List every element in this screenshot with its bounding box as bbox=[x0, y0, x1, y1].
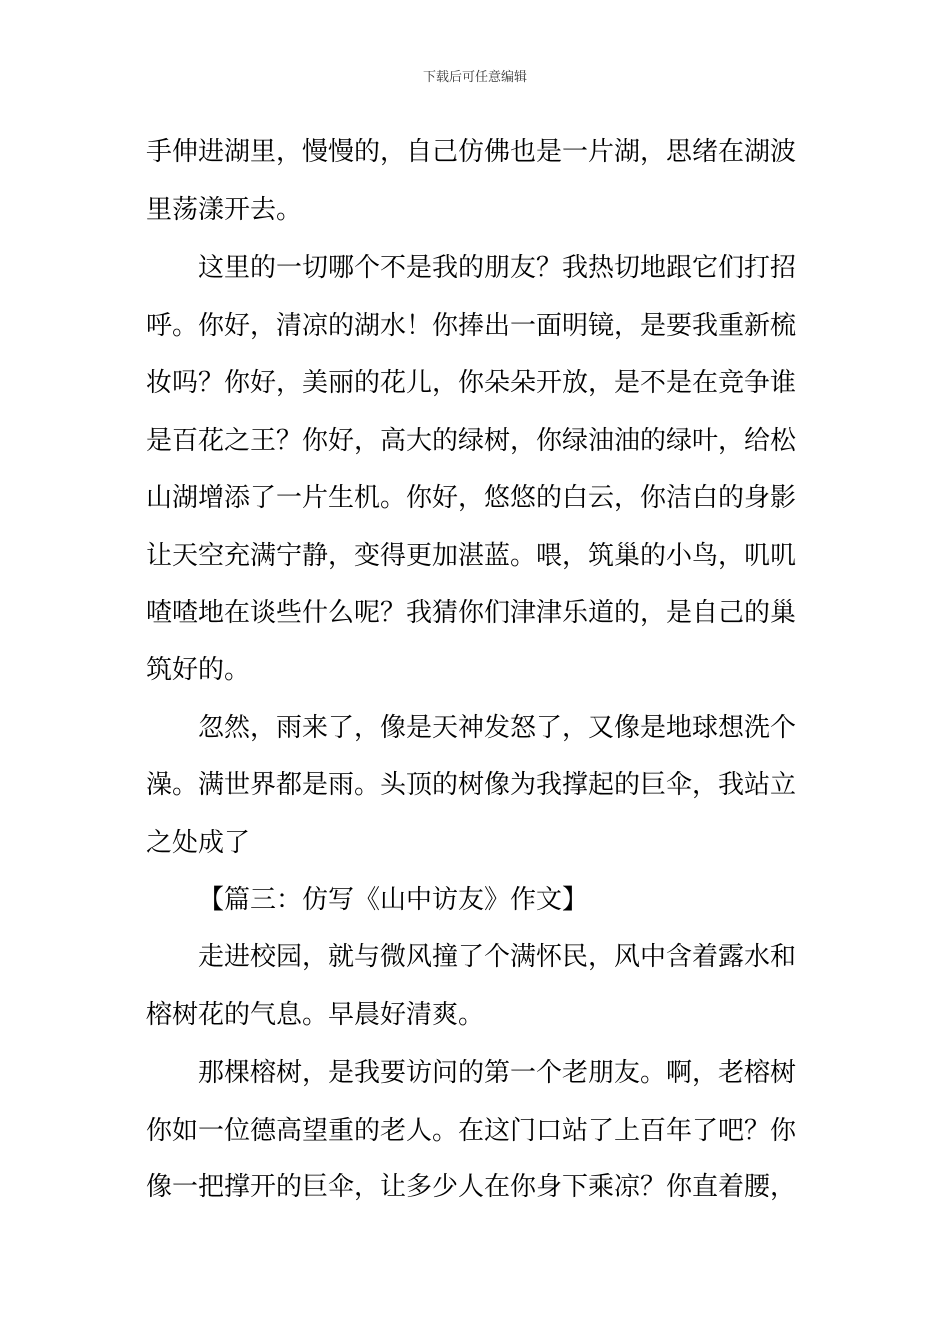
text-line: 你如一位德高望重的老人。在这门口站了上百年了吧？你 bbox=[146, 1116, 797, 1146]
text-line: 妆吗？你好，美丽的花儿，你朵朵开放，是不是在竞争谁 bbox=[146, 368, 797, 398]
text-line: 之处成了 bbox=[146, 828, 251, 858]
text-line: 里荡漾开去。 bbox=[146, 195, 303, 225]
text-line: 手伸进湖里，慢慢的，自己仿佛也是一片湖，思绪在湖波 bbox=[146, 137, 797, 167]
page-header: 下载后可任意编辑 bbox=[422, 70, 527, 85]
paragraph-first-line: 忽然，雨来了，像是天神发怒了，又像是地球想洗个 bbox=[198, 713, 797, 743]
paragraph-first-line: 走进校园，就与微风撞了个满怀民，风中含着露水和 bbox=[198, 942, 797, 972]
text-line: 山湖增添了一片生机。你好，悠悠的白云，你洁白的身影 bbox=[146, 483, 797, 513]
text-line: 澡。满世界都是雨。头顶的树像为我撑起的巨伞，我站立 bbox=[146, 770, 797, 800]
text-line: 榕树花的气息。早晨好清爽。 bbox=[146, 1000, 485, 1030]
text-line: 让天空充满宁静，变得更加湛蓝。喂，筑巢的小鸟，叽叽 bbox=[146, 541, 797, 571]
text-line: 筑好的。 bbox=[146, 655, 251, 685]
text-line: 喳喳地在谈些什么呢？我猜你们津津乐道的，是自己的巢 bbox=[146, 598, 797, 628]
paragraph-first-line: 那棵榕树，是我要访问的第一个老朋友。啊，老榕树 bbox=[198, 1058, 797, 1088]
text-line: 呼。你好，清凉的湖水！你捧出一面明镜，是要我重新梳 bbox=[146, 311, 797, 341]
paragraph-first-line: 这里的一切哪个不是我的朋友？我热切地跟它们打招 bbox=[198, 253, 797, 283]
text-line: 是百花之王？你好，高大的绿树，你绿油油的绿叶，给松 bbox=[146, 426, 797, 456]
text-line: 像一把撑开的巨伞，让多少人在你身下乘凉？你直着腰， bbox=[146, 1172, 797, 1202]
section-heading: 【篇三：仿写《山中访友》作文】 bbox=[198, 885, 589, 915]
